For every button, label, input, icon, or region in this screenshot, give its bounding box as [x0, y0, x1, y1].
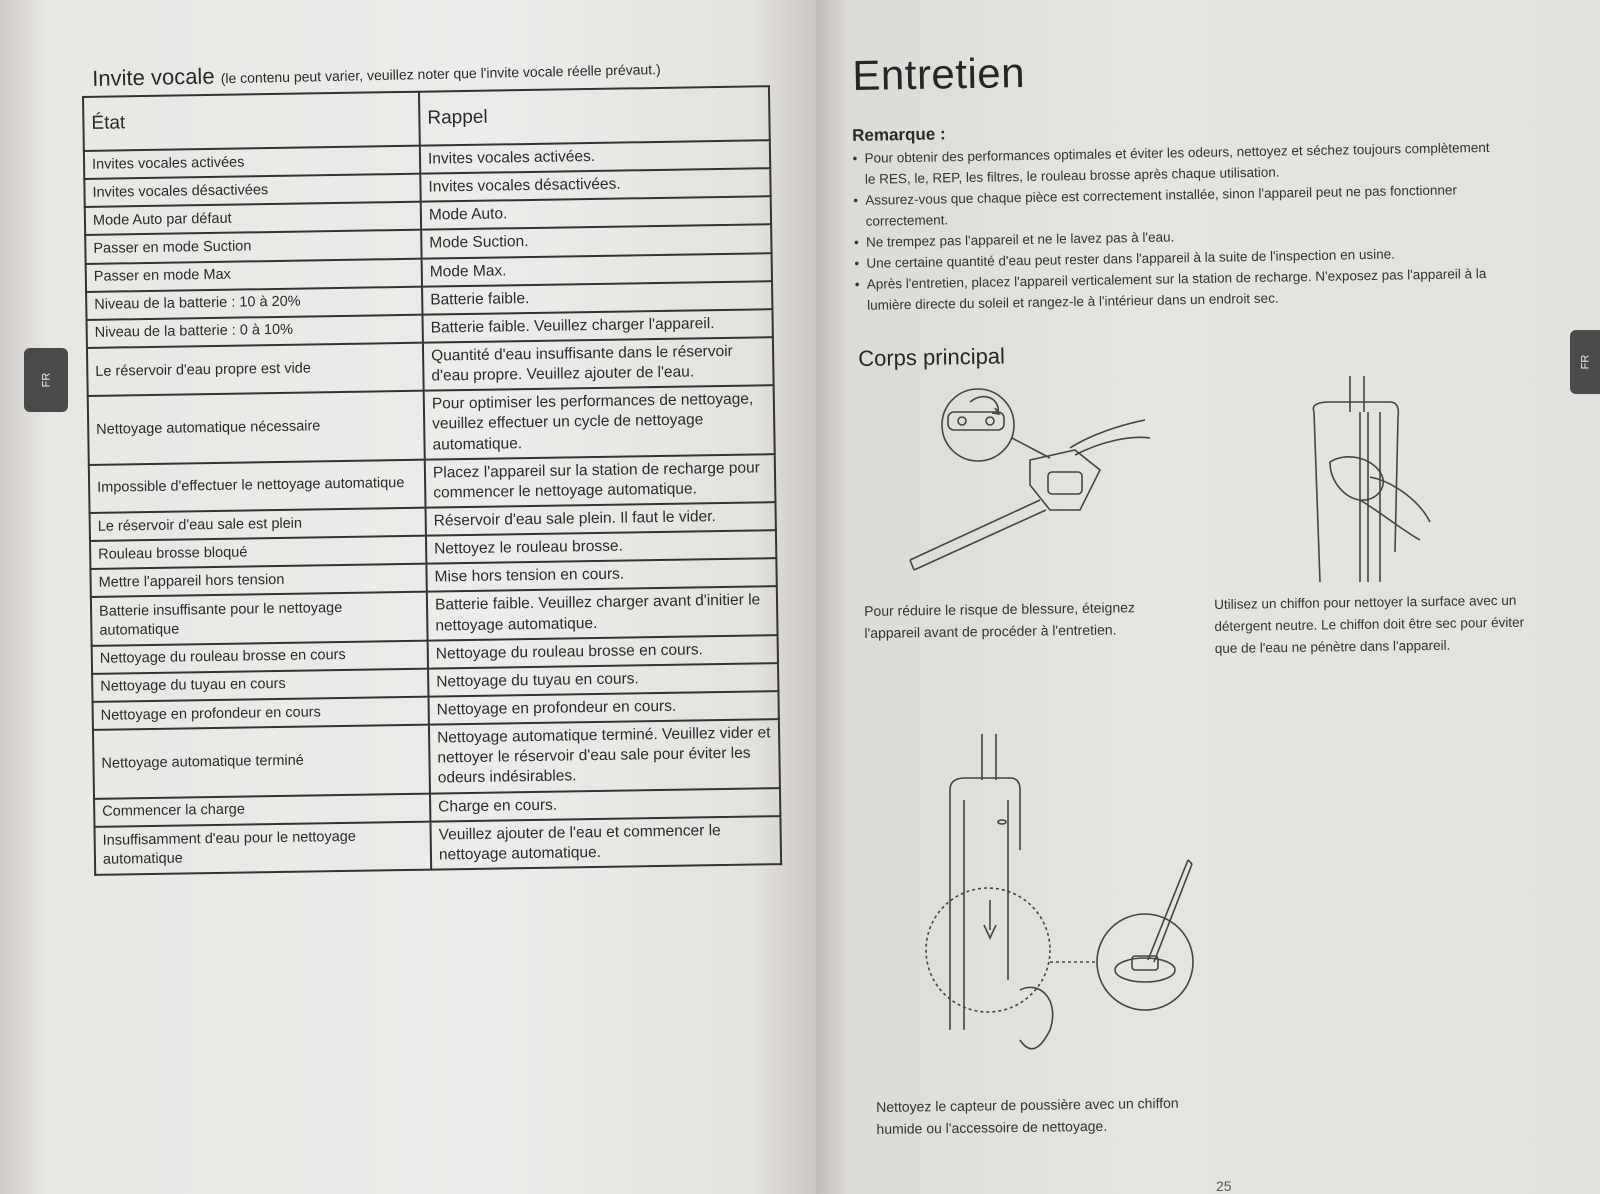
- reminder-cell: Nettoyage en profondeur en cours.: [428, 691, 778, 725]
- reminder-cell: Nettoyage automatique terminé. Veuillez vider et nettoyer le réservoir d'eau sale pour éviter les odeurs indésirables.: [429, 719, 780, 793]
- state-cell: Nettoyage du rouleau brosse en cours: [92, 640, 428, 673]
- reminder-cell: Réservoir d'eau sale plein. Il faut le vider.: [426, 502, 776, 536]
- page-title: Entretien: [852, 48, 1026, 99]
- reminder-cell: Pour optimiser les performances de nettoyage, veuillez effectuer un cycle de nettoyage automatique.: [424, 385, 775, 459]
- power-off-illustration: [900, 380, 1160, 580]
- state-cell: Mettre l'appareil hors tension: [90, 564, 426, 597]
- state-cell: Le réservoir d'eau sale est plein: [90, 508, 426, 541]
- list-item: • Ne trempez pas l'appareil et ne le lavez pas à l'eau.: [854, 221, 1494, 253]
- reminder-cell: Batterie faible. Veuillez charger l'appareil.: [422, 309, 772, 343]
- state-cell: Mode Auto par défaut: [85, 202, 421, 235]
- reminder-cell: Invites vocales désactivées.: [420, 168, 770, 202]
- language-tab-label: FR: [1578, 354, 1591, 370]
- list-item: • Après l'entretien, placez l'appareil verticalement sur la station de recharge. N'exposez pas l'appareil à la lumière directe du soleil et rangez-le à l'intérieur dans un endroit sec.: [855, 263, 1496, 316]
- reminder-cell: Mode Max.: [422, 253, 772, 287]
- reminder-cell: Batterie faible.: [422, 281, 772, 315]
- caption-wipe-surface: Utilisez un chiffon pour nettoyer la surface avec un détergent neutre. Le chiffon doit être sec pour éviter que de l'eau ne pénètre dans l'appareil.: [1214, 592, 1525, 656]
- caption-power-off: Pour réduire le risque de blessure, éteignez l'appareil avant de procéder à l'entretien.: [864, 599, 1136, 641]
- voice-prompt-heading: Invite vocale: [92, 63, 215, 91]
- reminder-cell: Batterie faible. Veuillez charger avant d'initier le nettoyage automatique.: [427, 587, 778, 641]
- page-number: 25: [1216, 1178, 1232, 1194]
- table-body: [84, 140, 781, 875]
- state-cell: Nettoyage automatique terminé: [93, 725, 430, 799]
- state-cell: Niveau de la batterie : 0 à 10%: [87, 315, 423, 348]
- state-cell: Invites vocales désactivées: [84, 174, 420, 207]
- table-row: [94, 816, 781, 875]
- state-cell: Batterie insuffisante pour le nettoyage automatique: [91, 592, 428, 646]
- voice-prompt-table: [82, 85, 782, 876]
- wipe-surface-illustration: [1300, 372, 1450, 592]
- reminder-cell: Placez l'appareil sur la station de recharge pour commencer le nettoyage automatique.: [425, 454, 776, 508]
- reminder-cell: Charge en cours.: [430, 788, 780, 822]
- state-cell: Passer en mode Suction: [85, 230, 421, 263]
- reminder-cell: Invites vocales activées.: [420, 140, 770, 174]
- reminder-cell: Nettoyage du rouleau brosse en cours.: [428, 635, 778, 669]
- remarque-block: [852, 115, 1495, 316]
- reminder-cell: Veuillez ajouter de l'eau et commencer le nettoyage automatique.: [430, 816, 781, 870]
- state-cell: Invites vocales activées: [84, 146, 420, 179]
- state-cell: Le réservoir d'eau propre est vide: [87, 343, 424, 397]
- dust-sensor-illustration: [920, 730, 1210, 1060]
- state-cell: Rouleau brosse bloqué: [90, 536, 426, 569]
- state-cell: Insuffisamment d'eau pour le nettoyage automatique: [94, 821, 431, 875]
- remarque-heading: Remarque :: [852, 124, 946, 145]
- language-tab-left: [24, 348, 68, 412]
- state-cell: Passer en mode Max: [86, 258, 422, 291]
- reminder-cell: Nettoyage du tuyau en cours.: [428, 663, 778, 697]
- list-item: • Pour obtenir des performances optimales et éviter les odeurs, nettoyez et séchez toujours complètement le RES, le, REP, les filtres, le rouleau brosse après chaque utilisation.: [852, 137, 1493, 190]
- language-tab-label: FR: [39, 372, 52, 388]
- state-cell: Niveau de la batterie : 10 à 20%: [86, 286, 422, 319]
- reminder-cell: Mode Suction.: [421, 225, 771, 259]
- table-row: [88, 385, 775, 464]
- state-cell: Nettoyage du tuyau en cours: [92, 668, 428, 701]
- section-title: Corps principal: [858, 343, 1006, 371]
- state-cell: Nettoyage automatique nécessaire: [88, 391, 425, 465]
- state-cell: Commencer la charge: [94, 793, 430, 826]
- reminder-cell: Nettoyez le rouleau brosse.: [426, 530, 776, 564]
- caption-dust-sensor: Nettoyez le capteur de poussière avec un chiffon humide ou l'accessoire de nettoyage.: [876, 1094, 1179, 1137]
- language-tab-right: [1570, 330, 1600, 394]
- reminder-cell: Mise hors tension en cours.: [426, 558, 776, 592]
- reminder-cell: Quantité d'eau insuffisante dans le réservoir d'eau propre. Veuillez ajouter de l'eau.: [423, 337, 774, 391]
- state-cell: Impossible d'effectuer le nettoyage automatique: [89, 459, 426, 513]
- reminder-cell: Mode Auto.: [421, 196, 771, 230]
- header-rappel: Rappel: [419, 86, 770, 145]
- table-row: [93, 719, 780, 798]
- voice-prompt-note: (le contenu peut varier, veuillez noter que l'invite vocale réelle prévaut.): [220, 61, 661, 87]
- header-etat: État: [83, 92, 420, 151]
- state-cell: Nettoyage en profondeur en cours: [93, 697, 429, 730]
- list-item: • Assurez-vous que chaque pièce est correctement installée, sinon l'appareil peut ne pas fonctionner correctement.: [853, 179, 1494, 232]
- list-item: • Une certaine quantité d'eau peut rester dans l'appareil à la suite de l'inspection en usine.: [854, 242, 1494, 274]
- remarque-list: [852, 137, 1495, 316]
